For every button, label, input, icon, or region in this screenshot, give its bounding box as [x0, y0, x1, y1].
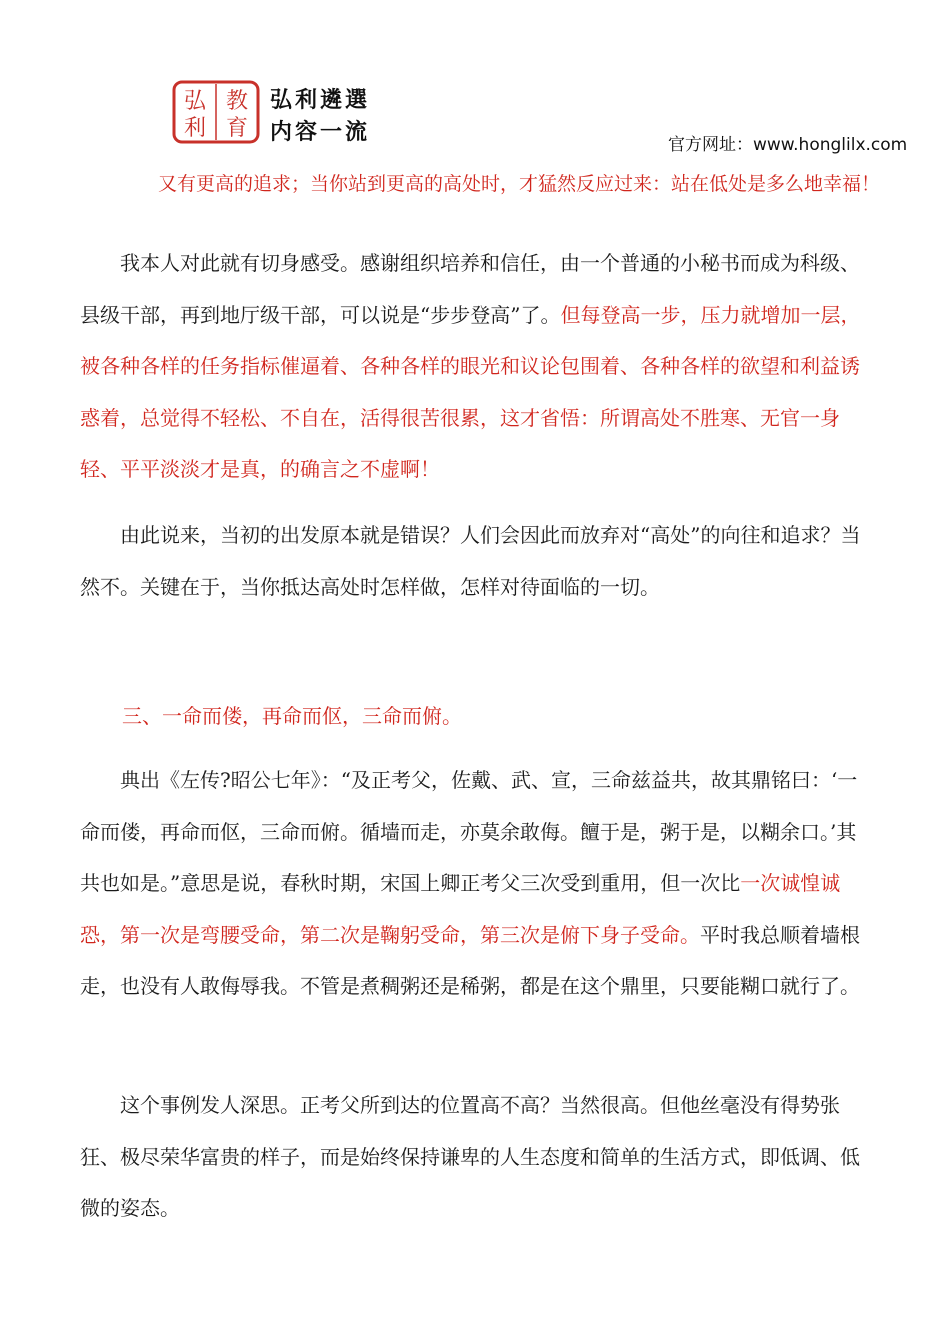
page-header	[0, 0, 950, 160]
paragraph-4-text: 这个事例发人深思。正考父所到达的位置高不高？当然很高。但他丝毫没有得势张狂、极尽荣华富贵的样子，而是始终保持谦卑的人生态度和简单的生活方式，即低调、低微的姿态。	[80, 1093, 860, 1220]
logo-char-1: 弘	[183, 89, 207, 114]
paragraph-1-text: 我本人对此就有切身感受。感谢组织培养和信任，由一个普通的小秘书而成为科级、县级干部，再到地厅级干部，可以说是“步步登高”了。	[80, 251, 860, 327]
paragraph-reflection	[80, 1080, 872, 1235]
logo-slogan-line2: 内容一流	[270, 119, 371, 145]
paragraph-personal-experience	[80, 238, 872, 496]
site-url[interactable]	[668, 130, 907, 155]
paragraph-1-highlight: 但每登高一步，压力就增加一层，被各种各样的任务指标催逼着、各种各样的眼光和议论包围着、各种各样的欲望和利益诱惑着，总觉得不轻松、不自在，活得很苦很累，这才省悟：所谓高处不胜寒、无官一身轻、平平淡淡才是真，的确言之不虚啊！	[80, 302, 861, 481]
paragraph-3-text-end: 平时我总顺着墙根走，也没有人敢侮辱我。不管是煮稠粥还是稀粥，都是在这个鼎里，只要能糊口就行了。	[80, 922, 860, 998]
logo-char-4: 育	[225, 116, 249, 141]
logo-char-2: 教	[225, 89, 249, 114]
paragraph-2-text: 由此说来，当初的出发原本就是错误？人们会因此而放弃对“高处”的向往和追求？当然不。关键在于，当你抵达高处时怎样做，怎样对待面临的一切。	[80, 523, 861, 599]
site-url-label: 官方网址：	[668, 135, 753, 155]
logo-seal-icon	[172, 80, 260, 144]
paragraph-conclusion	[80, 510, 872, 613]
paragraph-3-highlight: 一次诚惶诚恐，第一次是弯腰受命，第二次是鞠躬受命，第三次是俯下身子受命。	[80, 871, 841, 947]
logo-char-3: 利	[183, 116, 207, 141]
paragraph-3-text: 典出《左传?昭公七年》：“及正考父，佐戴、武、宣，三命兹益共，故其鼎铭曰：‘一命而偻，再命而伛，三命而俯。循墙而走，亦莫余敢侮。饘于是，粥于是，以糊余口。’其共也如是。”意思是说，春秋时期，宋国上卿正考父三次受到重用，但一次比	[80, 768, 858, 895]
logo-slogan	[270, 84, 370, 148]
paragraph-zuozhuan-quote	[80, 755, 872, 1013]
lead-paragraph: 又有更高的追求；当你站到更高的高处时，才猛然反应过来：站在低处是多么地幸福！	[158, 173, 881, 195]
section-heading-3: 三、一命而偻，再命而伛，三命而俯。	[122, 704, 462, 728]
honglilx-logo	[172, 80, 260, 144]
logo-slogan-line1: 弘利遴選	[270, 87, 371, 113]
site-url-link[interactable]: www.honglilx.com	[753, 135, 908, 155]
